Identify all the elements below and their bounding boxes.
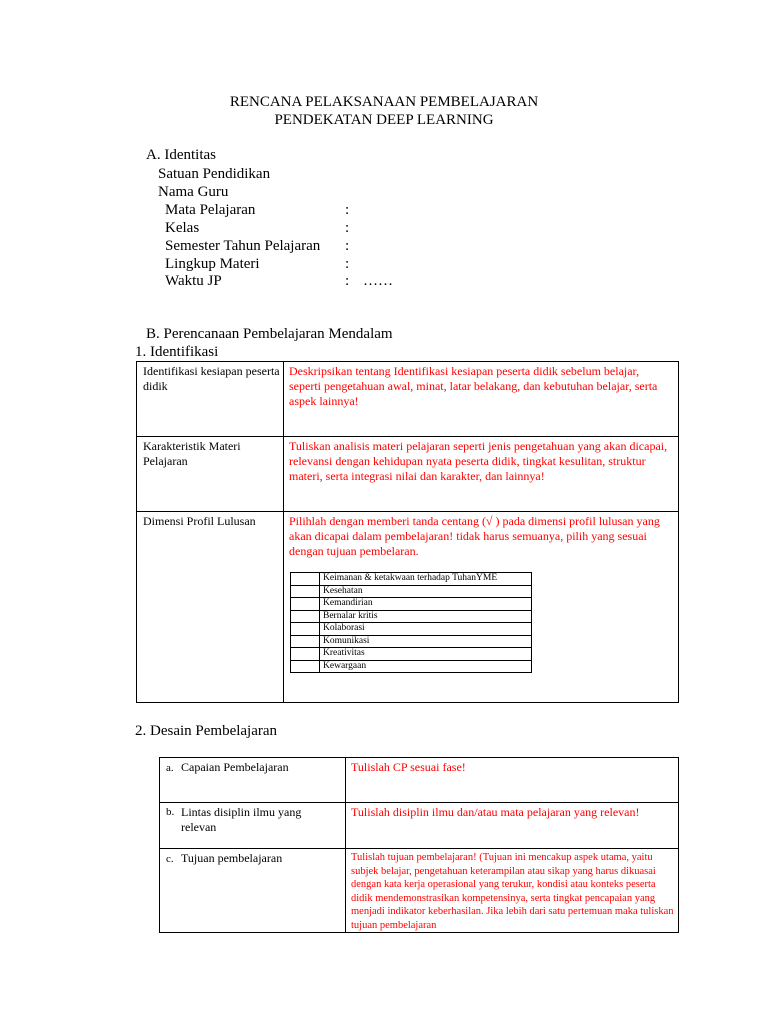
capaian-label: Capaian Pembelajaran bbox=[181, 760, 289, 774]
list-item bbox=[291, 660, 532, 673]
checkbox-cell[interactable] bbox=[291, 623, 320, 636]
mata-pelajaran-label: Mata Pelajaran bbox=[165, 202, 256, 218]
dimensi-profil-label: Dimensi Profil Lulusan bbox=[137, 512, 284, 703]
nama-guru-label: Nama Guru bbox=[158, 184, 229, 200]
profil-lulusan-checklist bbox=[290, 572, 532, 673]
table-row bbox=[160, 803, 679, 849]
checkbox-cell[interactable] bbox=[291, 610, 320, 623]
checkbox-cell[interactable] bbox=[291, 635, 320, 648]
section-identitas-heading: A. Identitas bbox=[146, 147, 216, 163]
checkbox-cell[interactable] bbox=[291, 585, 320, 598]
kelas-colon: : bbox=[345, 220, 350, 236]
lingkup-materi-colon: : bbox=[345, 256, 350, 272]
row-letter: c. bbox=[166, 853, 174, 865]
doc-title: RENCANA PELAKSANAAN PEMBELAJARAN bbox=[229, 94, 539, 110]
table-row bbox=[137, 362, 679, 437]
identifikasi-heading: 1. Identifikasi bbox=[135, 344, 219, 360]
list-item bbox=[291, 623, 532, 636]
dimensi-profil-text: Pilihlah dengan memberi tanda centang (√ ) pada dimensi profil lulusan yang akan dicapai dalam pembelajaran! tidak harus semuanya, pilih yang sesuai dengan tujuan pembelaran. bbox=[289, 514, 660, 558]
capaian-instruction: Tulislah CP sesuai fase! bbox=[346, 758, 679, 803]
tujuan-instruction: Tulislah tujuan pembelajaran! (Tujuan ini mencakup aspek utama, yaitu subjek belajar, pengetahuan keterampilan atau sikap yang harus dikuasai dengan kata kerja operasional yang terukur, kondisi atau konteks peserta didik mendemonstrasikan kompetensinya, serta tingkat pencapaian yang menjadi indikator keberhasilan. Jika lebih dari satu pertemuan maka tuliskan tujuan pembelajaran bbox=[346, 849, 679, 933]
tujuan-label: Tujuan pembelajaran bbox=[181, 851, 283, 865]
lintas-disiplin-label-cell bbox=[160, 803, 346, 849]
tujuan-label-cell bbox=[160, 849, 346, 933]
kelas-label: Kelas bbox=[165, 220, 200, 236]
mata-pelajaran-colon: : bbox=[345, 202, 350, 218]
lintas-disiplin-label: Lintas disiplin ilmu yang relevan bbox=[181, 805, 302, 834]
table-row bbox=[137, 437, 679, 512]
row-letter: a. bbox=[166, 762, 174, 774]
row-letter: b. bbox=[166, 806, 175, 818]
profil-label: Bernalar kritis bbox=[320, 610, 532, 623]
checkbox-cell[interactable] bbox=[291, 648, 320, 661]
list-item bbox=[291, 598, 532, 611]
list-item bbox=[291, 573, 532, 586]
profil-label: Kreativitas bbox=[320, 648, 532, 661]
waktu-jp-colon: : bbox=[345, 273, 350, 289]
waktu-jp-label: Waktu JP bbox=[165, 273, 222, 289]
lintas-disiplin-instruction: Tulislah disiplin ilmu dan/atau mata pelajaran yang relevan! bbox=[346, 803, 679, 849]
semester-label: Semester Tahun Pelajaran bbox=[165, 238, 321, 254]
capaian-label-cell bbox=[160, 758, 346, 803]
desain-table bbox=[159, 757, 679, 933]
profil-label: Kesehatan bbox=[320, 585, 532, 598]
profil-label: Kolaborasi bbox=[320, 623, 532, 636]
satuan-pendidikan-label: Satuan Pendidikan bbox=[158, 166, 271, 182]
identifikasi-kesiapan-label: Identifikasi kesiapan peserta didik bbox=[137, 362, 284, 437]
semester-colon: : bbox=[345, 238, 350, 254]
checkbox-cell[interactable] bbox=[291, 660, 320, 673]
profil-label: Komunikasi bbox=[320, 635, 532, 648]
list-item bbox=[291, 648, 532, 661]
doc-subtitle: PENDEKATAN DEEP LEARNING bbox=[274, 112, 494, 128]
identifikasi-kesiapan-instruction: Deskripsikan tentang Identifikasi kesiapan peserta didik sebelum belajar, seperti pengetahuan awal, minat, latar belakang, dan kebutuhan belajar, serta aspek lainnya! bbox=[284, 362, 679, 437]
profil-label: Keimanan & ketakwaan terhadap TuhanYME bbox=[320, 573, 532, 586]
lingkup-materi-label: Lingkup Materi bbox=[165, 256, 260, 272]
karakteristik-materi-label: Karakteristik Materi Pelajaran bbox=[137, 437, 284, 512]
list-item bbox=[291, 610, 532, 623]
profil-label: Kemandirian bbox=[320, 598, 532, 611]
checkbox-cell[interactable] bbox=[291, 598, 320, 611]
waktu-jp-value: …… bbox=[363, 273, 393, 289]
karakteristik-materi-instruction: Tuliskan analisis materi pelajaran seperti jenis pengetahuan yang akan dicapai, relevansi dengan kehidupan nyata peserta didik, tingkat kesulitan, struktur materi, serta integrasi nilai dan karakter, dan lainnya! bbox=[284, 437, 679, 512]
list-item bbox=[291, 585, 532, 598]
section-perencanaan-heading: B. Perencanaan Pembelajaran Mendalam bbox=[146, 326, 393, 342]
table-row bbox=[160, 849, 679, 933]
desain-heading: 2. Desain Pembelajaran bbox=[135, 723, 278, 739]
profil-label: Kewargaan bbox=[320, 660, 532, 673]
list-item bbox=[291, 635, 532, 648]
table-row bbox=[160, 758, 679, 803]
checkbox-cell[interactable] bbox=[291, 573, 320, 586]
